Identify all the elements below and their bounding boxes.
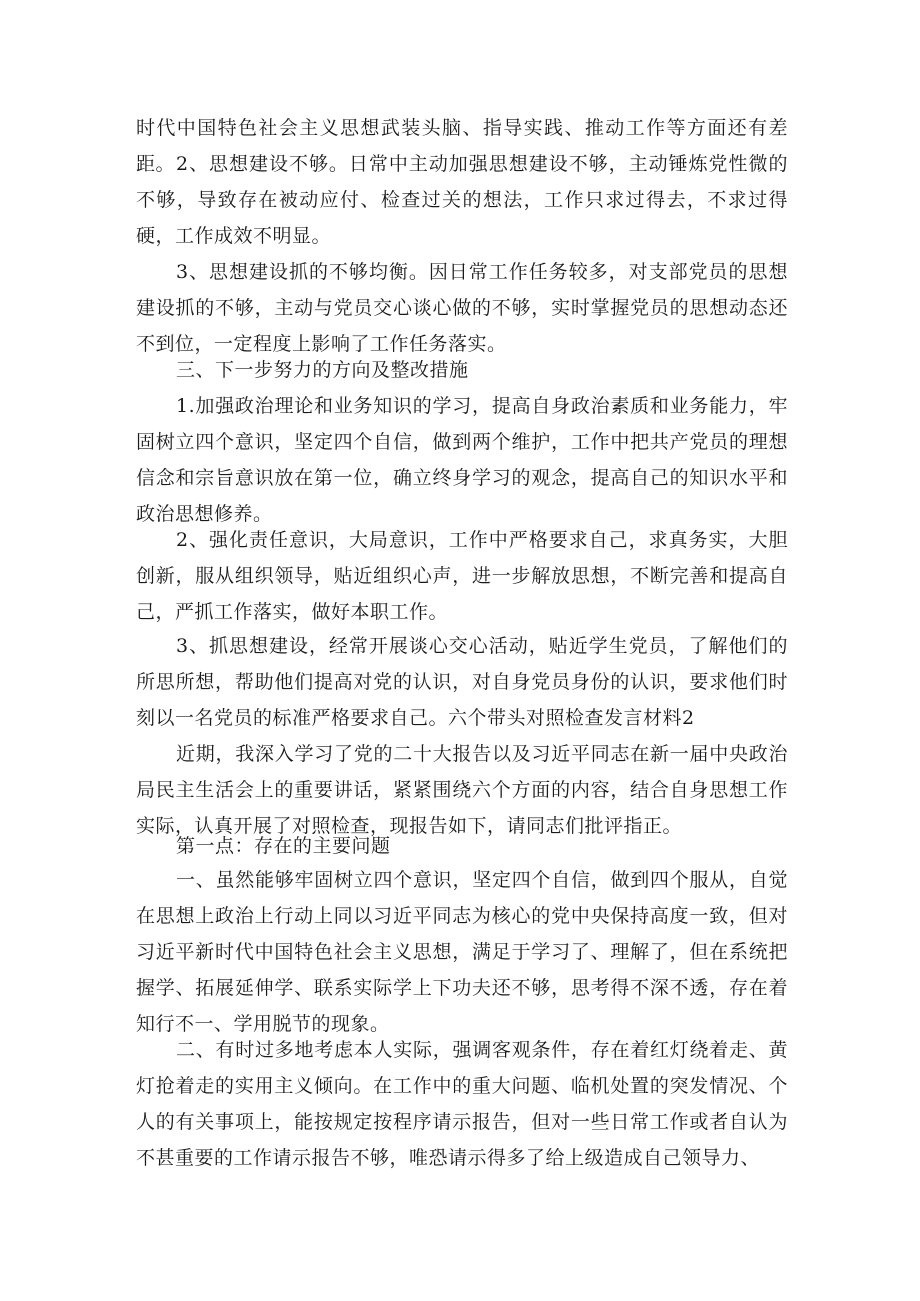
section-heading-main-problems: 第一点：存在的主要问题 — [176, 835, 391, 857]
paragraph-continuation: 时代中国特色社会主义思想武装头脑、指导实践、推动工作等方面还有差距。 — [136, 117, 788, 175]
paragraph-measure-3: 3、抓思想建设，经常开展谈心交心活动，贴近学生党员，了解他们的所思所想，帮助他们提高对党的认识，对自身党员身份的认识，要求他们时刻以一名党员的标准严格要求自己。六个带头对照检查发言材料2 — [136, 635, 788, 729]
paragraph-intro: 近期，我深入学习了党的二十大报告以及习近平同志在新一届中央政治局民主生活会上的重要讲话，紧紧围绕六个方面的内容，结合自身思想工作实际，认真开展了对照检查，现报告如下，请同志们批评指正。 — [136, 743, 788, 837]
paragraph-measure-2: 2、强化责任意识，大局意识，工作中严格要求自己，求真务实，大胆创新，服从组织领导，贴近组织心声，进一步解放思想，不断完善和提高自己，严抓工作落实，做好本职工作。 — [136, 529, 788, 623]
section-heading-next-steps: 三、下一步努力的方向及整改措施 — [176, 359, 469, 381]
paragraph-measure-1: 1.加强政治理论和业务知识的学习，提高自身政治素质和业务能力，牢固树立四个意识，坚定四个自信，做到两个维护，工作中把共产党员的理想信念和宗旨意识放在第一位，确立终身学习的观念，提高自己的知识水平和政治思想修养。 — [136, 395, 788, 525]
paragraph-problem-2: 二、有时过多地考虑本人实际，强调客观条件，存在着红灯绕着走、黄灯抢着走的实用主义倾向。在工作中的重大问题、临机处置的突发情况、个人的有关事项上，能按规定按程序请示报告，但对一些日常工作或者自认为不甚重要的工作请示报告不够，唯恐请示得多了给上级造成自己领导力、 — [136, 1039, 788, 1169]
paragraph-item-3: 3、思想建设抓的不够均衡。因日常工作任务较多，对支部党员的思想建设抓的不够，主动与党员交心谈心做的不够，实时掌握党员的思想动态还不到位，一定程度上影响了工作任务落实。 — [136, 261, 788, 355]
paragraph-problem-1: 一、虽然能够牢固树立四个意识，坚定四个自信，做到四个服从，自觉在思想上政治上行动上同以习近平同志为核心的党中央保持高度一致，但对习近平新时代中国特色社会主义思想，满足于学习了、理解了，但在系统把握学、拓展延伸学、联系实际学上下功夫还不够，思考得不深不透，存在着知行不一、学用脱节的现象。 — [136, 869, 788, 1035]
paragraph-item-2: 2、思想建设不够。日常中主动加强思想建设不够，主动锤炼党性微的不够，导致存在被动应付、检查过关的想法，工作只求过得去，不求过得硬，工作成效不明显。 — [136, 153, 788, 247]
